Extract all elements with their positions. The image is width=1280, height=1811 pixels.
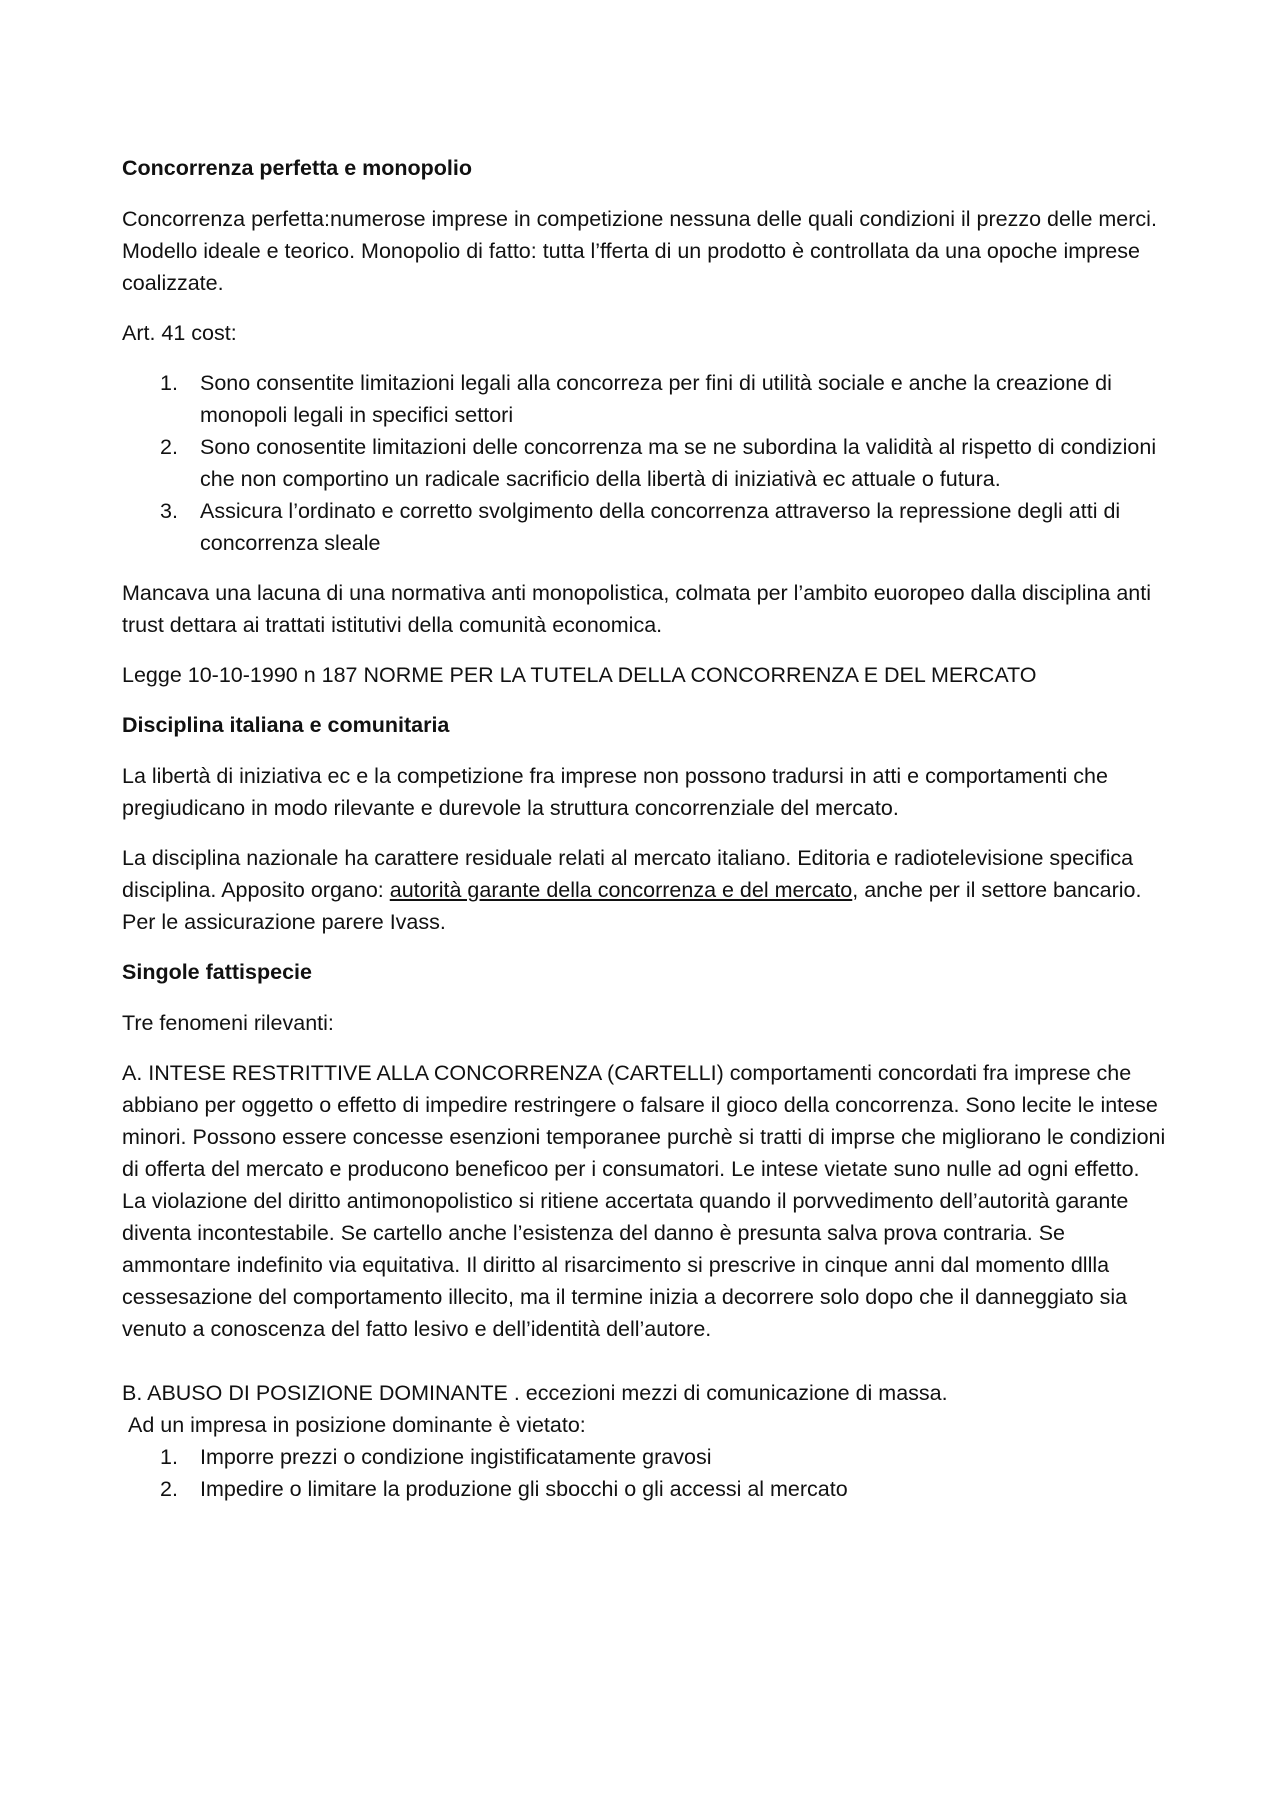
paragraph-liberta: La libertà di iniziativa ec e la competizione fra imprese non possono tradursi in atti e comportamenti che pregiudicano in modo rilevante e durevole la struttura concorrenziale del mercato. (122, 764, 1108, 820)
list-number: 1. (160, 371, 178, 395)
list-item-text: Sono conosentite limitazioni delle concorrenza ma se ne subordina la validità al rispetto di condizioni che non comportino un radicale sacrificio della libertà di iniziativà ec attuale o futura. (200, 435, 1157, 491)
list-number: 3. (160, 499, 178, 523)
paragraph-violazione: La violazione del diritto antimonopolistico si ritiene accertata quando il porvvedimento dell’autorità garante diventa incontestabile. Se cartello anche l’esistenza del danno è presunta salva prova contraria. Se ammontare indefinito via equitativa. Il diritto al risarcimento si prescrive in cinque anni dal momento dllla cessesazione del comportamento illecito, ma il termine inizia a decorrere solo dopo che il danneggiato sia venuto a conoscenza del fatto lesivo e dell’identità dell’autore. (122, 1189, 1129, 1341)
blank-line (122, 1345, 1170, 1377)
list-number: 2. (160, 435, 178, 459)
paragraph-fenomeni: Tre fenomeni rilevanti: (122, 1011, 334, 1035)
paragraph-lacuna: Mancava una lacuna di una normativa anti monopolistica, colmata per l’ambito euoropeo dalla disciplina anti trust dettara ai trattati istitutivi della comunità economica. (122, 581, 1152, 637)
paragraph-art41: Art. 41 cost: (122, 321, 237, 345)
list-item-text: Sono consentite limitazioni legali alla concorreza per fini di utilità sociale e anche la creazione di monopoli legali in specifici settori (200, 371, 1112, 427)
paragraph-abuso: B. ABUSO DI POSIZIONE DOMINANTE . eccezioni mezzi di comunicazione di massa. (122, 1381, 948, 1405)
list-item (122, 495, 1170, 559)
text-span: La disciplina nazionale ha carattere residuale relati al mercato italiano. Editoria e radiotelevisione specifica disciplina. Apposito organo: (122, 846, 1134, 902)
paragraph-legge: Legge 10-10-1990 n 187 NORME PER LA TUTELA DELLA CONCORRENZA E DEL MERCATO (122, 663, 1037, 687)
paragraph-disciplina-nazionale (122, 842, 1170, 938)
list-abuso (122, 1441, 1170, 1505)
list-item (122, 431, 1170, 495)
paragraph-vietato: Ad un impresa in posizione dominante è vietato: (128, 1413, 586, 1437)
list-item-text: Assicura l’ordinato e corretto svolgimento della concorrenza attraverso la repressione degli atti di concorrenza sleale (200, 499, 1121, 555)
heading-disciplina: Disciplina italiana e comunitaria (122, 713, 450, 737)
heading-fattispecie: Singole fattispecie (122, 960, 312, 984)
list-item (122, 1473, 1170, 1505)
underlined-text-autorita: autorità garante della concorrenza e del mercato (389, 878, 853, 902)
list-number: 2. (160, 1477, 178, 1501)
list-item-text: Imporre prezzi o condizione ingistificatamente gravosi (200, 1445, 712, 1469)
list-item (122, 367, 1170, 431)
paragraph-concorrenza-perfetta: Concorrenza perfetta:numerose imprese in competizione nessuna delle quali condizioni il prezzo delle merci. Modello ideale e teorico. Monopolio di fatto: tutta l’fferta di un prodotto è controllata da una opoche imprese coalizzate. (122, 207, 1157, 295)
list-number: 1. (160, 1445, 178, 1469)
heading-concorrenza: Concorrenza perfetta e monopolio (122, 156, 473, 180)
list-art41 (122, 367, 1170, 559)
text-span: , anche per il settore bancario. Per le assicurazione parere Ivass. (122, 878, 1142, 934)
list-item (122, 1441, 1170, 1473)
list-item-text: Impedire o limitare la produzione gli sbocchi o gli accessi al mercato (200, 1477, 848, 1501)
paragraph-intese: A. INTESE RESTRITTIVE ALLA CONCORRENZA (CARTELLI) comportamenti concordati fra imprese che abbiano per oggetto o effetto di impedire restringere o falsare il gioco della concorrenza. Sono lecite le intese minori. Possono essere concesse esenzioni temporanee purchè si tratti di imprse che migliorano le condizioni di offerta del mercato e producono beneficoo per i consumatori. Le intese vietate suno nulle ad ogni effetto. (122, 1061, 1166, 1181)
